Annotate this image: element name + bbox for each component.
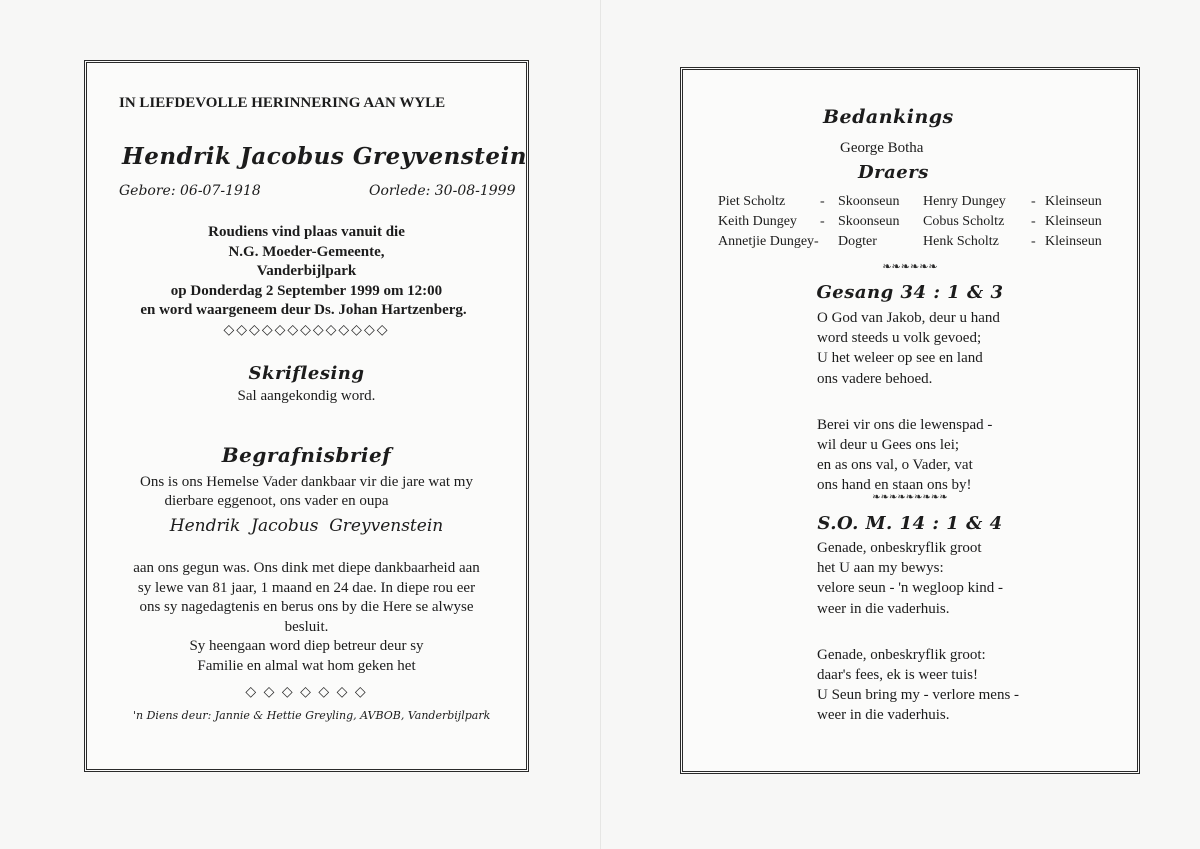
letter-line: aan ons gegun was. Ons dink met diepe dankbaarheid aan [133, 560, 480, 576]
hymn-line: U het weleer op see en land [817, 350, 983, 367]
bearer-name: Annetjie Dungey- [718, 234, 819, 249]
hymn-line: Genade, onbeskryflik groot [817, 540, 982, 556]
service-line: op Donderdag 2 September 1999 om 12:00 [170, 282, 443, 299]
bearer-role: Kleinseun [1045, 194, 1102, 209]
ornament-divider: ◇◇◇◇◇◇◇◇◇◇◇◇◇ [223, 323, 390, 338]
thanks-heading: Bedankings [823, 106, 954, 128]
bearer-dash: - [1031, 194, 1036, 209]
bearer-dash: - [1031, 234, 1036, 249]
bearer-name: Piet Scholtz [718, 194, 786, 209]
left-panel [84, 60, 529, 772]
service-line: en word waargeneem deur Ds. Johan Hartzenberg. [140, 302, 467, 318]
hymn-line: weer in die vaderhuis. [817, 600, 950, 617]
bearer-role: Skoonseun [838, 214, 900, 229]
hymn-line: Berei vir ons die lewenspad - [817, 416, 993, 433]
thanks-name: George Botha [840, 140, 924, 156]
funeral-service-credit: 'n Diens deur: Jannie & Hettie Greyling, AVBOB, Vanderbijlpark [133, 709, 491, 722]
hymn-line: Genade, onbeskryflik groot: [817, 646, 986, 663]
deceased-name: Hendrik Jacobus Greyvenstein [122, 143, 527, 170]
ornament-divider: ❧❧❧❧❧❧ [882, 261, 938, 273]
hymn-line: O God van Jakob, deur u hand [817, 310, 1000, 326]
letter-name: Hendrik Jacobus Greyvenstein [169, 516, 444, 536]
reading-heading: Skriflesing [248, 363, 365, 384]
ornament-divider: ❧❧❧❧❧❧❧❧❧ [872, 492, 948, 503]
bearer-role: Kleinseun [1045, 214, 1102, 229]
birth-date: Gebore: 06-07-1918 [119, 183, 261, 199]
reading-text: Sal aangekondig word. [237, 388, 376, 404]
letter-intro [87, 473, 526, 511]
letter-line: Ons is ons Hemelse Vader dankbaar vir die jare wat my [140, 474, 473, 490]
memorial-header: IN LIEFDEVOLLE HERINNERING AAN WYLE [119, 95, 446, 111]
hymn-1-heading: Gesang 34 : 1 & 3 [816, 282, 1004, 303]
letter-line: dierbare eggenoot, ons vader en oupa [164, 493, 389, 509]
page-fold [600, 0, 601, 849]
bearer-name: Cobus Scholtz [923, 214, 1005, 229]
bearers-heading: Draers [858, 162, 929, 183]
hymn-line: daar's fees, ek is weer tuis! [817, 667, 978, 684]
letter-line: sy lewe van 81 jaar, 1 maand en 24 dae. In diepe rou eer [137, 579, 476, 596]
hymn-2-heading: S.O. M. 14 : 1 & 4 [817, 513, 1003, 534]
hymn-line [817, 619, 1019, 639]
bearer-row [718, 214, 1118, 234]
bearer-role: Kleinseun [1045, 234, 1102, 249]
bearer-name: Henk Scholtz [923, 234, 999, 249]
letter-heading: Begrafnisbrief [221, 443, 392, 467]
hymn-1-verses [817, 308, 1000, 496]
service-line: Roudiens vind plaas vanuit die [208, 224, 405, 240]
hymn-line: U Seun bring my - verlore mens - [817, 687, 1020, 704]
letter-line: Familie en almal wat hom geken het [197, 657, 416, 674]
hymn-line: ons hand en staan ons by! [817, 477, 972, 494]
ornament-divider: ◇ ◇ ◇ ◇ ◇ ◇ ◇ [245, 685, 368, 700]
hymn-line: en as ons val, o Vader, vat [817, 457, 973, 474]
service-details [87, 223, 526, 321]
hymn-line: velore seun - 'n wegloop kind - [817, 580, 1003, 597]
service-line: Vanderbijlpark [256, 263, 357, 279]
hymn-line: ons vadere behoed. [817, 370, 933, 387]
death-date: Oorlede: 30-08-1999 [369, 183, 516, 199]
bearer-name: Henry Dungey [923, 194, 1006, 209]
hymn-line: weer in die vaderhuis. [817, 707, 950, 724]
bearer-name: Keith Dungey [718, 214, 797, 229]
letter-body [87, 559, 526, 677]
bearer-row [718, 194, 1118, 214]
bearer-dash: - [820, 214, 825, 229]
right-panel [680, 67, 1140, 774]
hymn-line [817, 389, 1000, 409]
hymn-line: wil deur u Gees ons lei; [817, 437, 960, 454]
letter-line: ons sy nagedagtenis en berus ons by die Here se alwyse [139, 599, 474, 616]
bearer-dash: - [1031, 214, 1036, 229]
bearers-list [718, 194, 1118, 254]
bearer-role: Skoonseun [838, 194, 900, 209]
service-line: N.G. Moeder-Gemeente, [228, 243, 385, 260]
hymn-line: het U aan my bewys: [817, 560, 944, 577]
bearer-row [718, 234, 1118, 254]
letter-line: Sy heengaan word diep betreur deur sy [189, 638, 424, 655]
bearer-dash: - [820, 194, 825, 209]
hymn-2-verses [817, 538, 1019, 726]
letter-line: besluit. [284, 618, 329, 635]
hymn-line: word steeds u volk gevoed; [817, 330, 982, 347]
bearer-role: Dogter [838, 234, 877, 249]
